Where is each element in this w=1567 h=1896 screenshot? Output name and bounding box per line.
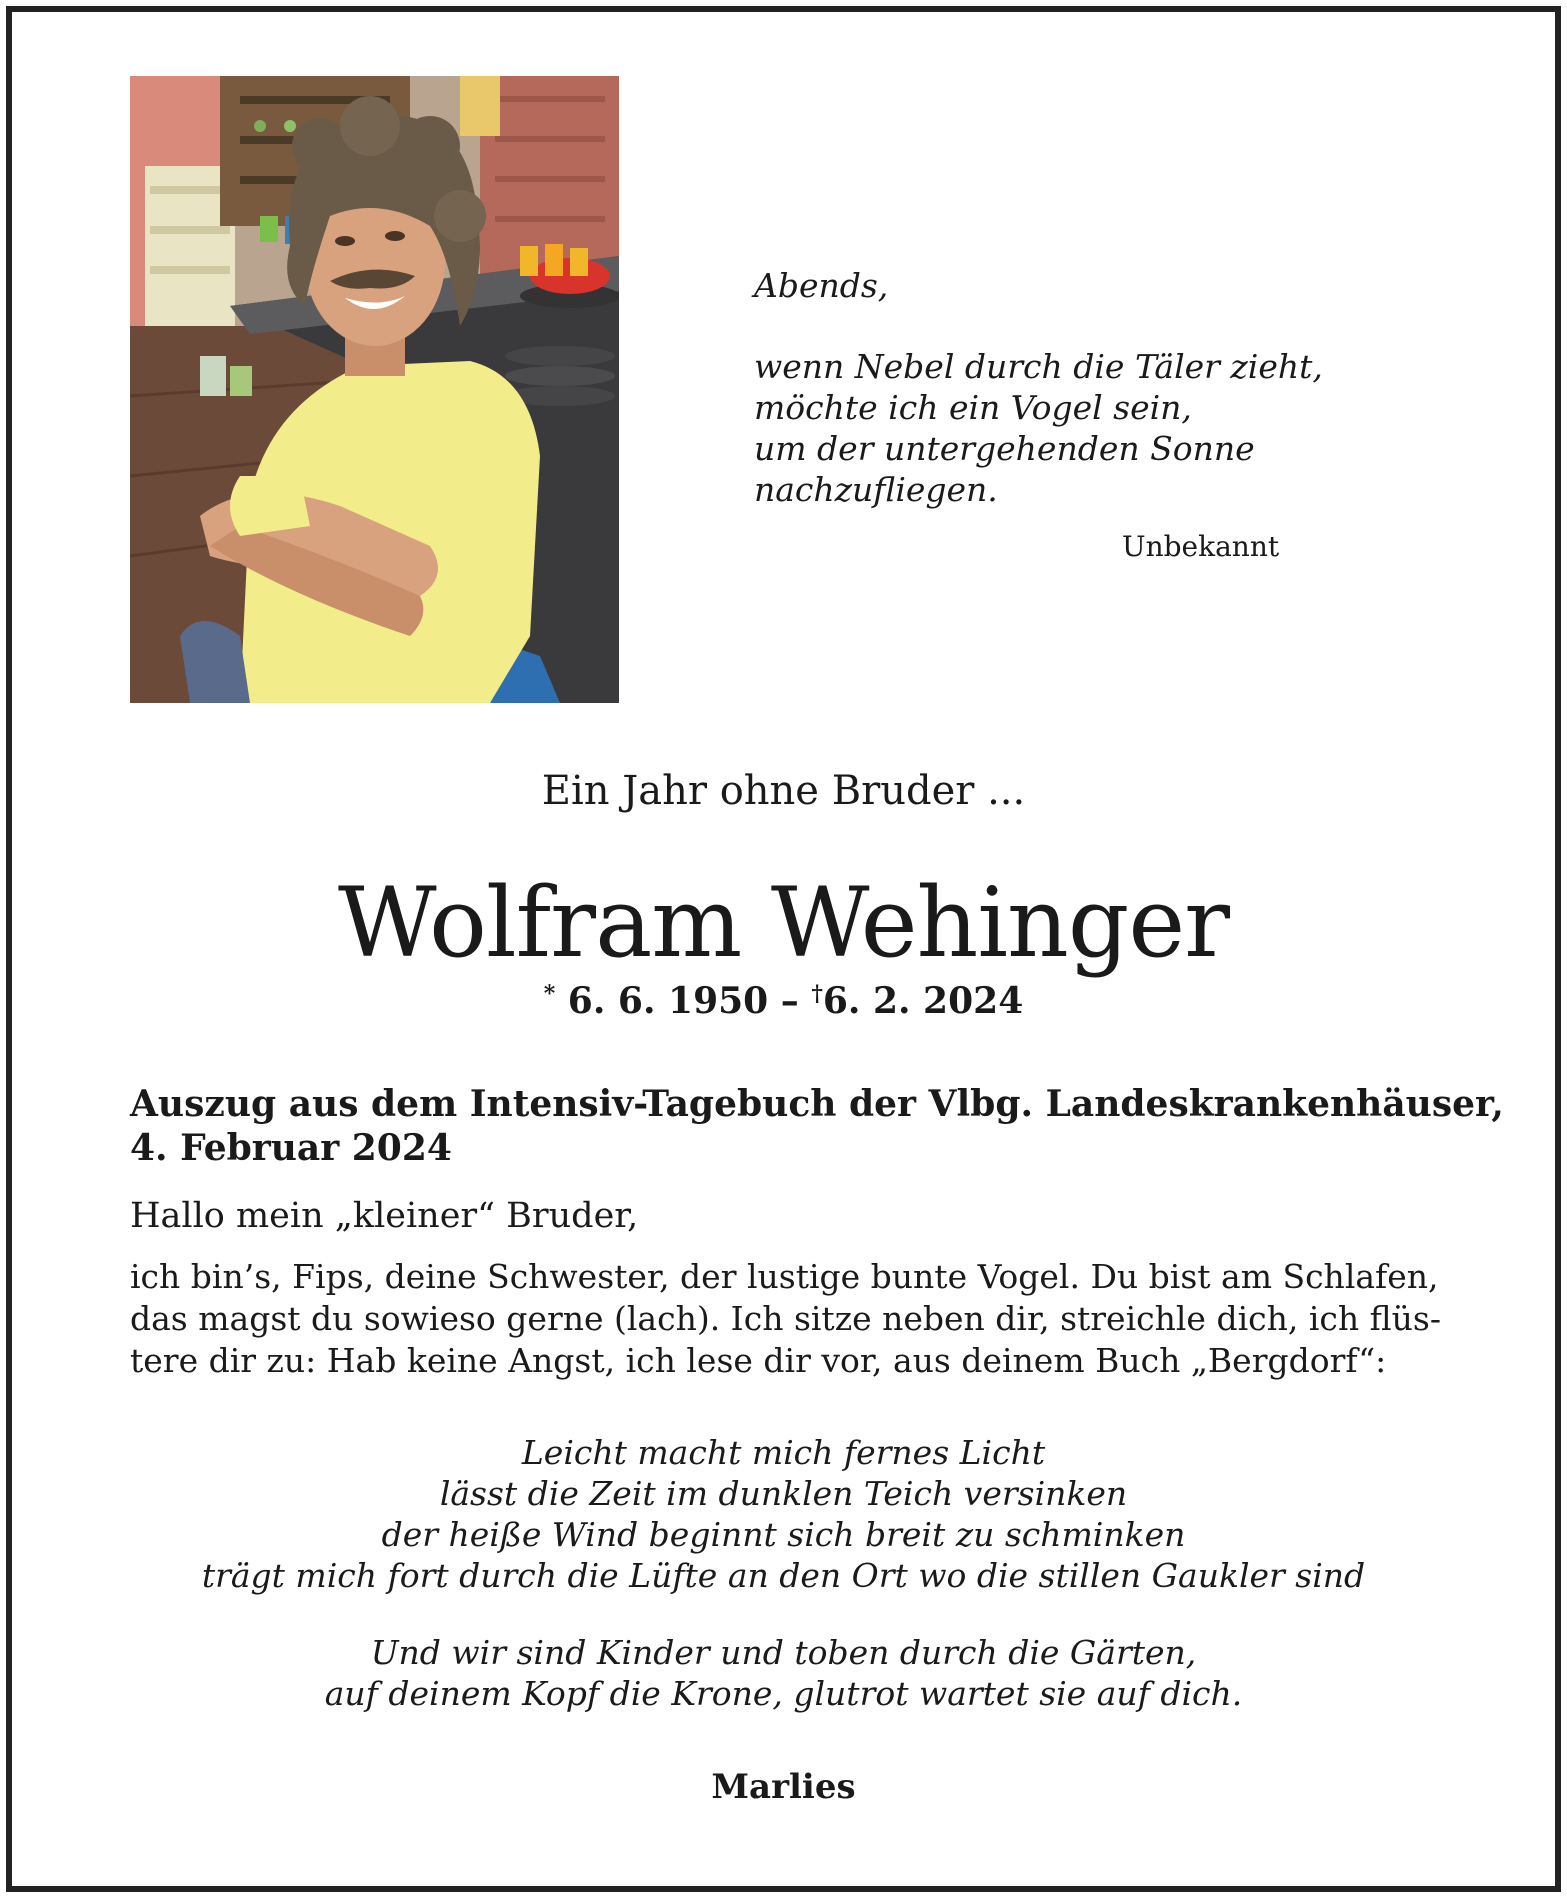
quote-line: möchte ich ein Vogel sein, (754, 388, 1192, 427)
quote-line: um der untergehenden Sonne (754, 429, 1255, 468)
poem-line: trägt mich fort durch die Lüfte an den Ort wo die stillen Gaukler sind (201, 1556, 1366, 1595)
body-line: das magst du sowieso gerne (lach). Ich sitze neben dir, streichle dich, ich flüs- (130, 1299, 1441, 1338)
poem-line: Und wir sind Kinder und toben durch die Gärten, (370, 1633, 1197, 1672)
quote-line: wenn Nebel durch die Täler zieht, (754, 347, 1323, 386)
birth-date: 6. 6. 1950 (567, 980, 769, 1022)
quote-line: nachzufliegen. (754, 470, 998, 509)
greeting: Hallo mein „kleiner“ Bruder, (130, 1196, 639, 1236)
signature: Marlies (711, 1767, 856, 1807)
poem-line: der heiße Wind beginnt sich breit zu schminken (381, 1515, 1186, 1554)
death-symbol: † (811, 981, 823, 1007)
body-line: ich bin’s, Fips, deine Schwester, der lustige bunte Vogel. Du bist am Schlafen, (130, 1257, 1439, 1296)
quote-line: Abends, (754, 266, 889, 305)
birth-symbol: * (543, 981, 556, 1007)
heading-line: Auszug aus dem Intensiv-Tagebuch der Vlbg. Landeskrankenhäuser, (130, 1083, 1504, 1125)
heading-line: 4. Februar 2024 (130, 1127, 452, 1169)
date-separator: – (768, 980, 812, 1022)
life-dates (0, 980, 1567, 1022)
poem-line: lässt die Zeit im dunklen Teich versinken (439, 1474, 1128, 1513)
poem-stanza-1 (0, 1432, 1567, 1596)
body-paragraph (130, 1256, 1460, 1382)
body-line: tere dir zu: Hab keine Angst, ich lese dir vor, aus deinem Buch „Bergdorf“: (130, 1341, 1387, 1380)
tagline: Ein Jahr ohne Bruder ... (541, 768, 1026, 814)
portrait-illustration (130, 76, 619, 703)
death-date: 6. 2. 2024 (822, 980, 1024, 1022)
poem-line: Leicht macht mich fernes Licht (521, 1433, 1046, 1472)
poem-line: auf deinem Kopf die Krone, glutrot wartet sie auf dich. (324, 1674, 1243, 1713)
quote-author: Unbekannt (1122, 530, 1280, 563)
section-heading (130, 1082, 1504, 1170)
deceased-name: Wolfram Wehinger (337, 867, 1230, 979)
poem-stanza-2 (0, 1632, 1567, 1714)
quote-block (754, 265, 1374, 510)
portrait-photo (130, 76, 619, 703)
